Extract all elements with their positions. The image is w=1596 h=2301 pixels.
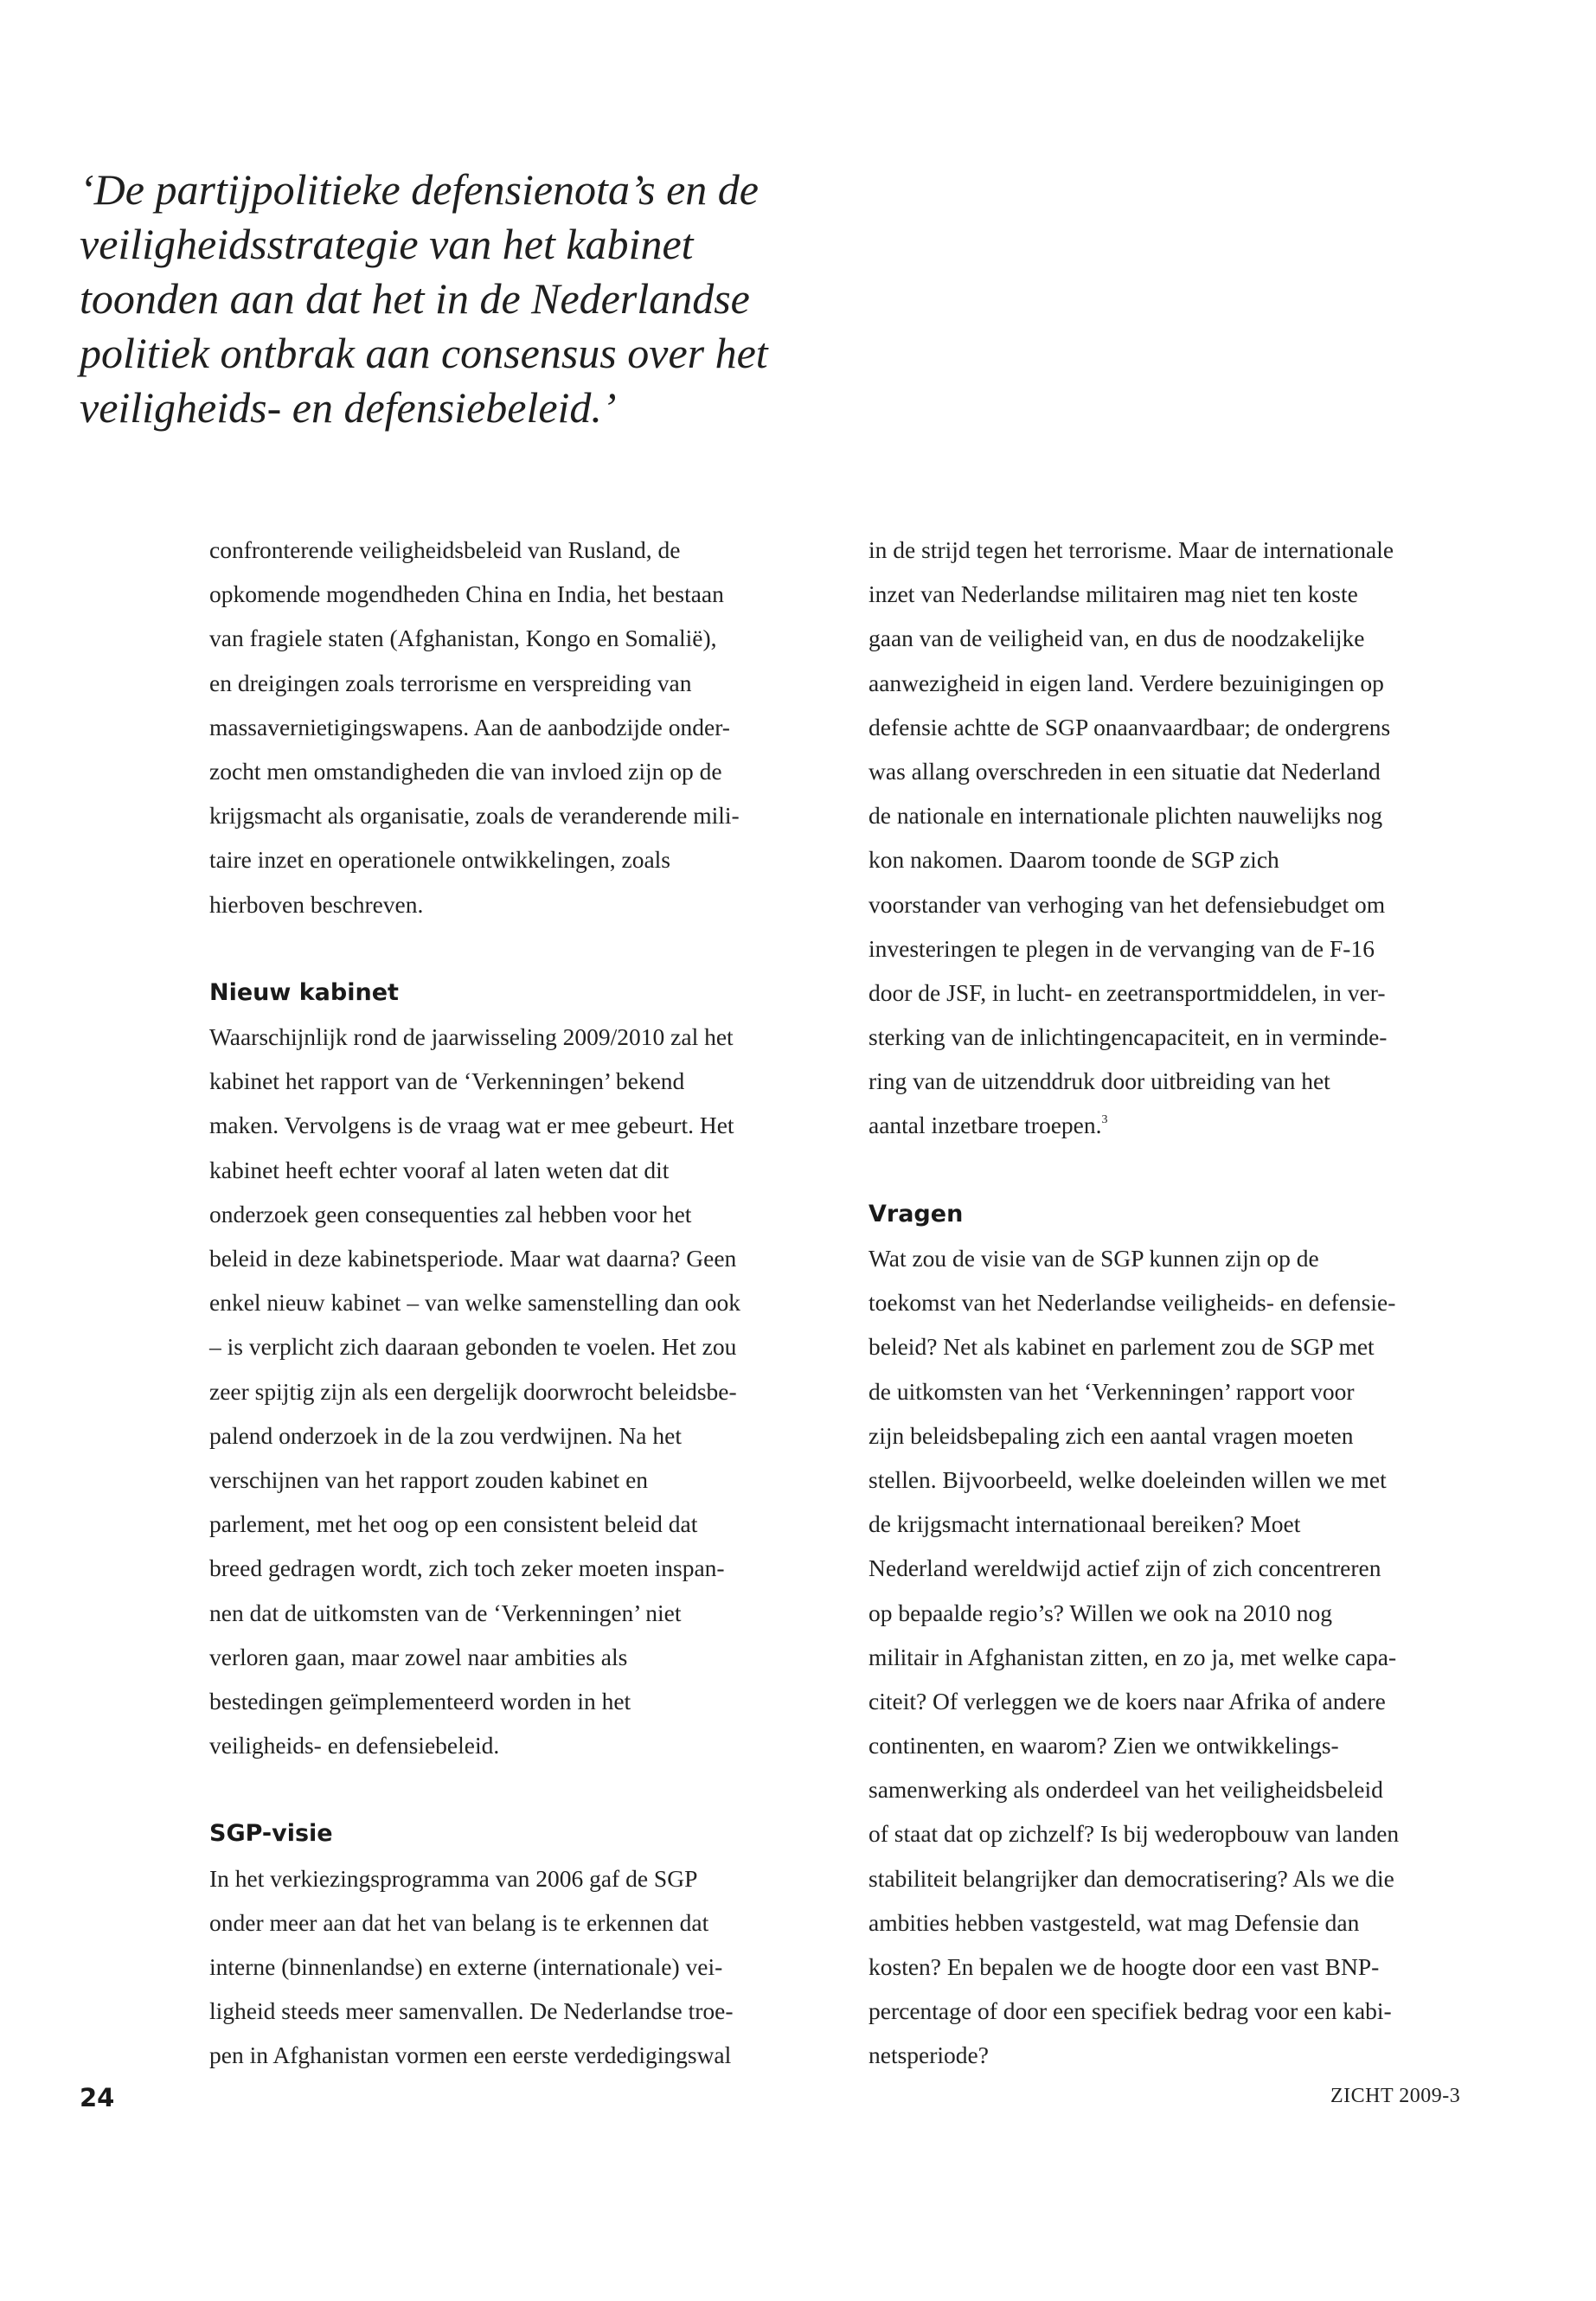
text-line: voorstander van verhoging van het defensiebudget om <box>869 890 1386 918</box>
text-line: inzet van Nederlandse militairen mag niet ten koste <box>869 580 1358 608</box>
text-line: toekomst van het Nederlandse veiligheids- en defensie- <box>869 1289 1396 1317</box>
text-line <box>869 1103 1474 1147</box>
text-line: en dreigingen zoals terrorisme en verspreiding van <box>209 669 692 696</box>
text-line: kon nakomen. Daarom toonde de SGP zich <box>869 846 1279 874</box>
pull-quote <box>80 163 824 435</box>
pull-quote-line: politiek ontbrak aan consensus over het <box>80 329 768 377</box>
text-line: opkomende mogendheden China en India, het bestaan <box>209 580 724 608</box>
text-line: beleid in deze kabinetsperiode. Maar wat daarna? Geen <box>209 1245 737 1272</box>
section-nieuw-kabinet-body <box>209 1015 815 1767</box>
text-line: bestedingen geïmplementeerd worden in het <box>209 1687 631 1715</box>
text-line: stabiliteit belangrijker dan democratisering? Als we die <box>869 1864 1394 1892</box>
text-line: confronterende veiligheidsbeleid van Rusland, de <box>209 536 681 563</box>
text-line: de uitkomsten van het ‘Verkenningen’ rapport voor <box>869 1377 1355 1405</box>
paragraph-gap <box>209 1767 815 1811</box>
section-heading-vragen: Vragen <box>869 1200 964 1227</box>
text-line: beleid? Net als kabinet en parlement zou de SGP met <box>869 1333 1375 1361</box>
section-heading-sgp-visie: SGP-visie <box>209 1820 333 1848</box>
footnote-reference: 3 <box>1101 1113 1108 1127</box>
text-line: netsperiode? <box>869 2041 989 2069</box>
text-line: kabinet heeft echter vooraf al laten weten dat dit <box>209 1156 670 1183</box>
pull-quote-line: ‘De partijpolitieke defensienota’s en de <box>80 165 759 214</box>
page-number: 24 <box>80 2083 115 2112</box>
text-line: massavernietigingswapens. Aan de aanbodzijde onder- <box>209 713 730 740</box>
text-line: zocht men omstandigheden die van invloed zijn op de <box>209 757 722 785</box>
section-heading-nieuw-kabinet: Nieuw kabinet <box>209 978 399 1006</box>
text-line: parlement, met het oog op een consistent beleid dat <box>209 1510 698 1538</box>
text-line: nen dat de uitkomsten van de ‘Verkenningen’ niet <box>209 1599 682 1626</box>
pull-quote-line: veiligheidsstrategie van het kabinet <box>80 220 694 268</box>
text-line: percentage of door een specifiek bedrag voor een kabi- <box>869 1997 1392 2025</box>
text-line: veiligheids- en defensiebeleid. <box>209 1732 500 1759</box>
text-line: ring van de uitzenddruk door uitbreiding van het <box>869 1067 1330 1095</box>
text-line: – is verplicht zich daaraan gebonden te voelen. Het zou <box>209 1333 737 1361</box>
left-intro <box>209 528 815 926</box>
text-line: verschijnen van het rapport zouden kabinet en <box>209 1465 649 1493</box>
text-line: of staat dat op zichzelf? Is bij wederopbouw van landen <box>869 1820 1400 1848</box>
text-line: palend onderzoek in de la zou verdwijnen. Na het <box>209 1421 682 1449</box>
text-line: Nederland wereldwijd actief zijn of zich concentreren <box>869 1554 1381 1582</box>
text-line: was allang overschreden in een situatie dat Nederland <box>869 757 1381 785</box>
paragraph-gap <box>869 1148 1474 1192</box>
text-line: kabinet het rapport van de ‘Verkenningen’ bekend <box>209 1067 685 1095</box>
text-line-content: aantal inzetbare troepen. <box>869 1112 1102 1139</box>
text-line: sterking van de inlichtingencapaciteit, en in verminde- <box>869 1023 1388 1051</box>
paragraph-gap <box>209 926 815 971</box>
text-line: de nationale en internationale plichten nauwelijks nog <box>869 802 1383 830</box>
pull-quote-line: toonden aan dat het in de Nederlandse <box>80 274 750 323</box>
text-line: van fragiele staten (Afghanistan, Kongo en Somalië), <box>209 625 717 652</box>
text-line: krijgsmacht als organisatie, zoals de veranderende mili- <box>209 802 740 830</box>
text-line: ligheid steeds meer samenvallen. De Nederlandse troe- <box>209 1997 734 2025</box>
text-line: enkel nieuw kabinet – van welke samenstelling dan ook <box>209 1289 740 1317</box>
text-line: aanwezigheid in eigen land. Verdere bezuinigingen op <box>869 669 1384 696</box>
text-line: op bepaalde regio’s? Willen we ook na 2010 nog <box>869 1599 1333 1626</box>
text-line: hierboven beschreven. <box>209 890 424 918</box>
text-line: zijn beleidsbepaling zich een aantal vragen moeten <box>869 1421 1354 1449</box>
text-line: verloren gaan, maar zowel naar ambities als <box>209 1643 628 1670</box>
text-line: breed gedragen wordt, zich toch zeker moeten inspan- <box>209 1554 725 1582</box>
pull-quote-line: veiligheids- en defensiebeleid.’ <box>80 383 617 432</box>
text-line: Waarschijnlijk rond de jaarwisseling 2009/2010 zal het <box>209 1023 734 1051</box>
text-line: in de strijd tegen het terrorisme. Maar de internationale <box>869 536 1394 563</box>
text-line: gaan van de veiligheid van, en dus de noodzakelijke <box>869 625 1365 652</box>
text-line: defensie achtte de SGP onaanvaardbaar; de ondergrens <box>869 713 1391 740</box>
text-line: de krijgsmacht internationaal bereiken? Moet <box>869 1510 1301 1538</box>
text-line: samenwerking als onderdeel van het veiligheidsbeleid <box>869 1776 1383 1804</box>
text-line: onderzoek geen consequenties zal hebben voor het <box>209 1200 692 1227</box>
text-line: militair in Afghanistan zitten, en zo ja, met welke capa- <box>869 1643 1397 1670</box>
left-column <box>209 528 815 2078</box>
text-line: zeer spijtig zijn als een dergelijk doorwrocht beleidsbe- <box>209 1377 737 1405</box>
text-line: door de JSF, in lucht- en zeetransportmiddelen, in ver- <box>869 978 1386 1006</box>
text-line: In het verkiezingsprogramma van 2006 gaf de SGP <box>209 1864 698 1892</box>
text-line: investeringen te plegen in de vervanging van de F-16 <box>869 934 1375 962</box>
section-vragen-body <box>869 1236 1474 2078</box>
text-line: kosten? En bepalen we de hoogte door een vast BNP- <box>869 1953 1380 1980</box>
text-line: Wat zou de visie van de SGP kunnen zijn op de <box>869 1245 1319 1272</box>
text-line: onder meer aan dat het van belang is te erkennen dat <box>209 1908 709 1936</box>
right-column <box>869 528 1474 2078</box>
text-line: citeit? Of verleggen we de koers naar Afrika of andere <box>869 1687 1386 1715</box>
text-line: stellen. Bijvoorbeeld, welke doeleinden willen we met <box>869 1465 1387 1493</box>
right-intro <box>869 528 1474 1148</box>
journal-issue: ZICHT 2009-3 <box>1330 2085 1461 2107</box>
text-line: pen in Afghanistan vormen een eerste verdedigingswal <box>209 2041 732 2069</box>
text-line: ambities hebben vastgesteld, wat mag Defensie dan <box>869 1908 1360 1936</box>
text-line: taire inzet en operationele ontwikkelingen, zoals <box>209 846 670 874</box>
text-line: interne (binnenlandse) en externe (internationale) vei- <box>209 1953 723 1980</box>
text-line: continenten, en waarom? Zien we ontwikkelings- <box>869 1732 1339 1759</box>
section-sgp-visie-body <box>209 1856 815 2078</box>
text-line: maken. Vervolgens is de vraag wat er mee gebeurt. Het <box>209 1112 734 1139</box>
